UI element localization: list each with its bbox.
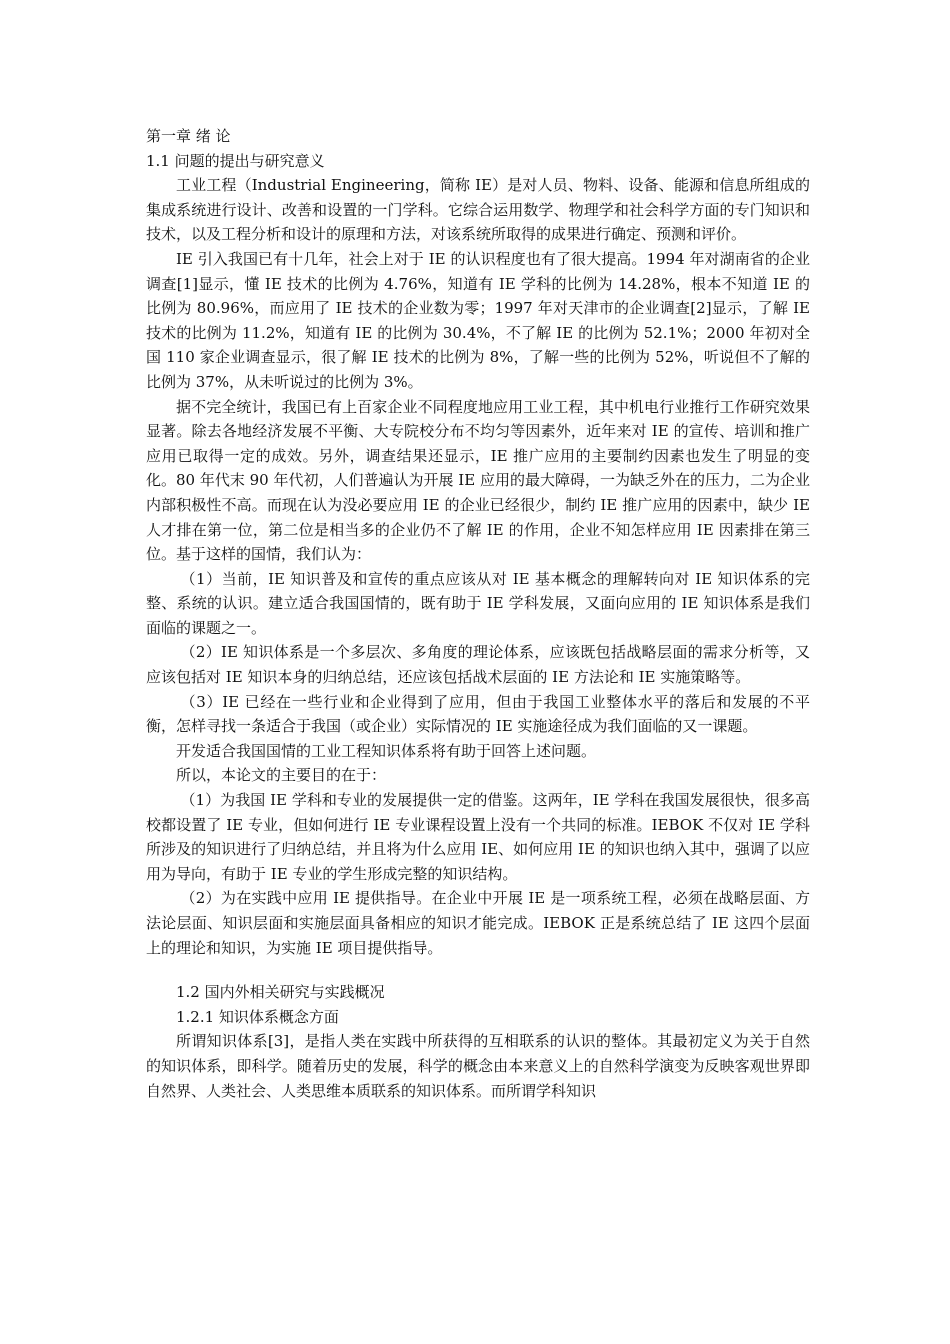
list-item: （2）IE 知识体系是一个多层次、多角度的理论体系，应该既包括战略层面的需求分析等，又应该包括对 IE 知识本身的归纳总结，还应该包括战术层面的 IE 方法论和 IE 实施策略等。 — [146, 643, 810, 687]
section-heading: 1.2 国内外相关研究与实践概况 — [176, 983, 385, 1002]
list-item: （3）IE 已经在一些行业和企业得到了应用，但由于我国工业整体水平的落后和发展的不平衡，怎样寻找一条适合于我国（或企业）实际情况的 IE 实施途径成为我们面临的又一课题。 — [146, 692, 810, 736]
paragraph: 开发适合我国国情的工业工程知识体系将有助于回答上述问题。 — [176, 741, 597, 760]
paragraph: 工业工程（Industrial Engineering，简称 IE）是对人员、物料、设备、能源和信息所组成的集成系统进行设计、改善和设置的一门学科。它综合运用数学、物理学和社会科学方面的专门知识和技术，以及工程分析和设计的原理和方法，对该系统所取得的成果进行确定、预测和评价。 — [146, 176, 810, 244]
spacer — [146, 960, 810, 980]
paragraph: 所谓知识体系[3]，是指人类在实践中所获得的互相联系的认识的整体。其最初定义为关于自然的知识体系，即科学。随着历史的发展，科学的概念由本来意义上的自然科学演变为反映客观世界即自然界、人类社会、人类思维本质联系的知识体系。而所谓学科知识 — [146, 1032, 810, 1100]
list-item: （1）当前，IE 知识普及和宣传的重点应该从对 IE 基本概念的理解转向对 IE 知识体系的完整、系统的认识。建立适合我国国情的，既有助于 IE 学科发展，又面向应用的 IE 知识体系是我们面临的课题之一。 — [146, 569, 810, 637]
list-item: （1）为我国 IE 学科和专业的发展提供一定的借鉴。这两年，IE 学科在我国发展很快，很多高校都设置了 IE 专业，但如何进行 IE 专业课程设置上没有一个共同的标准。IEBOK 不仅对 IE 学科所涉及的知识进行了归纳总结，并且将为什么应用 IE、如何应用 IE 的知识也纳入其中，强调了以应用为导向，有助于 IE 专业的学生形成完整的知识结构。 — [146, 791, 810, 883]
paragraph: 据不完全统计，我国已有上百家企业不同程度地应用工业工程，其中机电行业推行工作研究效果显著。除去各地经济发展不平衡、大专院校分布不均匀等因素外，近年来对 IE 的宣传、培训和推广应用已取得一定的成效。另外，调查结果还显示，IE 推广应用的主要制约因素也发生了明显的变化。80 年代末 90 年代初，人们普遍认为开展 IE 应用的最大障碍，一为缺乏外在的压力，二为企业内部积极性不高。而现在认为没必要应用 IE 的企业已经很少，制约 IE 推广应用的因素中，缺少 IE 人才排在第一位，第二位是相当多的企业仍不了解 IE 的作用，企业不知怎样应用 IE 因素排在第三位。基于这样的国情，我们认为： — [146, 397, 810, 564]
paragraph: 所以，本论文的主要目的在于： — [176, 766, 387, 785]
section-heading: 1.1 问题的提出与研究意义 — [146, 151, 325, 170]
paragraph: IE 引入我国已有十几年，社会上对于 IE 的认识程度也有了很大提高。1994 年对湖南省的企业调查[1]显示，懂 IE 技术的比例为 4.76%，知道有 IE 学科的比例为 14.28%，根本不知道 IE 的比例为 80.96%，而应用了 IE 技术的企业数为零；1997 年对天津市的企业调查[2]显示，了解 IE 技术的比例为 11.2%，知道有 IE 的比例为 30.4%，不了解 IE 的比例为 52.1%；2000 年初对全国 110 家企业调查显示，很了解 IE 技术的比例为 8%，了解一些的比例为 52%，听说但不了解的比例为 37%，从未听说过的比例为 3%。 — [146, 249, 810, 391]
chapter-title: 第一章 绪 论 — [146, 127, 231, 145]
subsection-heading: 1.2.1 知识体系概念方面 — [176, 1007, 339, 1026]
list-item: （2）为在实践中应用 IE 提供指导。在企业中开展 IE 是一项系统工程，必须在战略层面、方法论层面、知识层面和实施层面具备相应的知识才能完成。IEBOK 正是系统总结了 IE 这四个层面上的理论和知识，为实施 IE 项目提供指导。 — [146, 889, 810, 957]
document-page — [146, 124, 810, 1103]
